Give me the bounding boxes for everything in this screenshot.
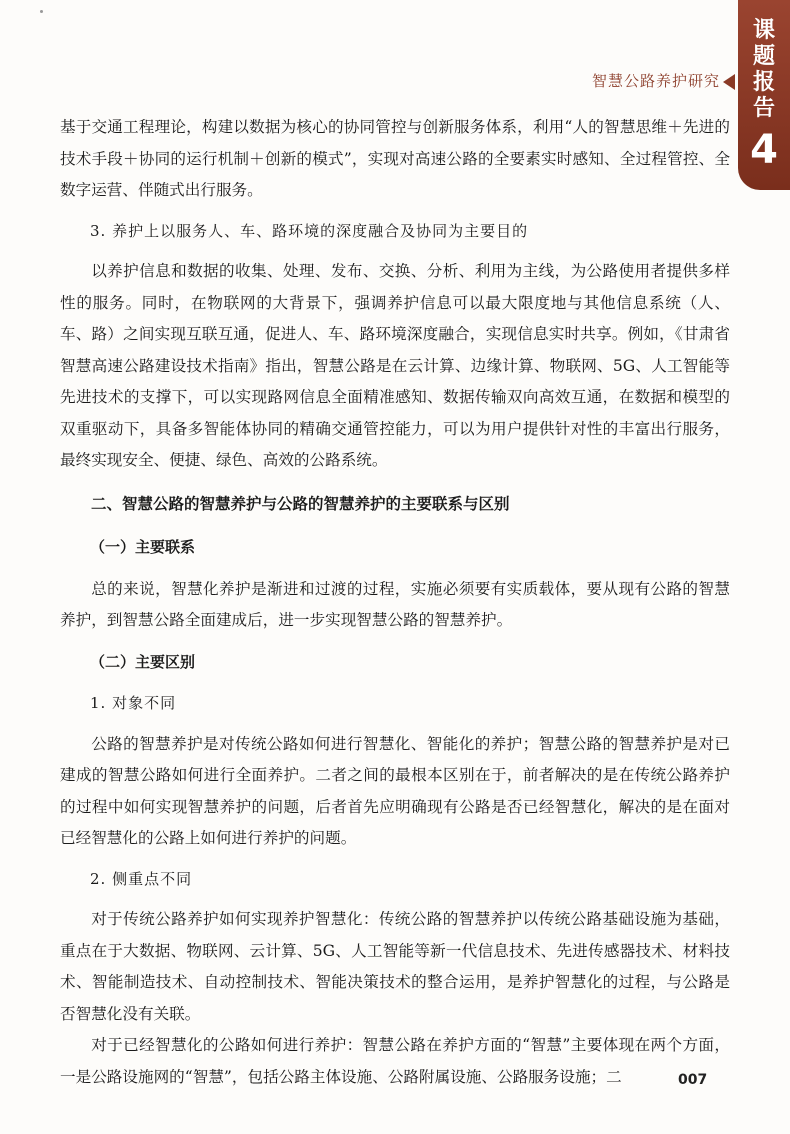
part-heading: （一）主要联系 xyxy=(90,538,196,556)
page-number: 007 xyxy=(678,1072,708,1088)
sub-heading: 3. 养护上以服务人、车、路环境的深度融合及协同为主要目的 xyxy=(90,221,529,240)
sub-heading: 2. 侧重点不同 xyxy=(90,869,193,888)
header-arrow-icon xyxy=(723,74,735,90)
body-paragraph: 对于传统公路养护如何实现养护智慧化：传统公路的智慧养护以传统公路基础设施为基础，重点在于大数据、物联网、云计算、5G、人工智能等新一代信息技术、先进传感器技术、材料技术、智能制造技术、自动控制技术、智能决策技术的整合运用，是养护智慧化的过程，与公路是否智慧化没有关联。 xyxy=(60,910,730,1023)
tab-char: 题 xyxy=(752,44,775,69)
part-heading: （二）主要区别 xyxy=(90,652,196,671)
body-paragraph: 以养护信息和数据的收集、处理、发布、交换、分析、利用为主线，为公路使用者提供多样性的服务。同时，在物联网的大背景下，强调养护信息可以最大限度地与其他信息系统（人、车、路）之间实现互联互通，促进人、车、路环境深度融合，实现信息实时共享。例如，《甘肃省智慧高速公路建设技术指南》指出，智慧公路是在云计算、边缘计算、物联网、5G、人工智能等先进技术的支撑下，可以实现路网信息全面精准感知、数据传输双向高效互通，在数据和模型的双重驱动下，具备多智能体协同的精确交通管控能力，可以为用户提供针对性的丰富出行服务，最终实现安全、便捷、绿色、高效的公路系统。 xyxy=(60,262,730,469)
tab-char: 课 xyxy=(752,18,775,43)
sub-heading: 1. 对象不同 xyxy=(90,694,177,712)
running-header-title: 智慧公路养护研究 xyxy=(591,72,720,90)
chapter-side-tab xyxy=(738,0,790,190)
section-heading: 二、智慧公路的智慧养护与公路的智慧养护的主要联系与区别 xyxy=(91,494,510,513)
body-paragraph: 总的来说，智慧化养护是渐进和过渡的过程，实施必须要有实质载体，要从现有公路的智慧养护，到智慧公路全面建成后，进一步实现智慧公路的智慧养护。 xyxy=(60,579,730,629)
chapter-number: 4 xyxy=(750,127,778,173)
body-paragraph: 对于已经智慧化的公路如何进行养护：智慧公路在养护方面的“智慧”主要体现在两个方面，一是公路设施网的“智慧”，包括公路主体设施、公路附属设施、公路服务设施；二 xyxy=(60,1036,730,1086)
tab-char: 告 xyxy=(752,96,775,121)
scan-speck xyxy=(40,10,43,13)
body-paragraph: 公路的智慧养护是对传统公路如何进行智慧化、智能化的养护；智慧公路的智慧养护是对已建成的智慧公路如何进行全面养护。二者之间的最根本区别在于，前者解决的是在传统公路养护的过程中如何实现智慧养护的问题，后者首先应明确现有公路是否已经智慧化，解决的是在面对已经智慧化的公路上如何进行养护的问题。 xyxy=(60,734,730,847)
body-paragraph: 基于交通工程理论，构建以数据为核心的协同管控与创新服务体系，利用“人的智慧思维＋先进的技术手段＋协同的运行机制＋创新的模式”，实现对高速公路的全要素实时感知、全过程管控、全数字运营、伴随式出行服务。 xyxy=(60,118,730,199)
tab-char: 报 xyxy=(752,70,775,95)
page-body xyxy=(60,112,730,1093)
